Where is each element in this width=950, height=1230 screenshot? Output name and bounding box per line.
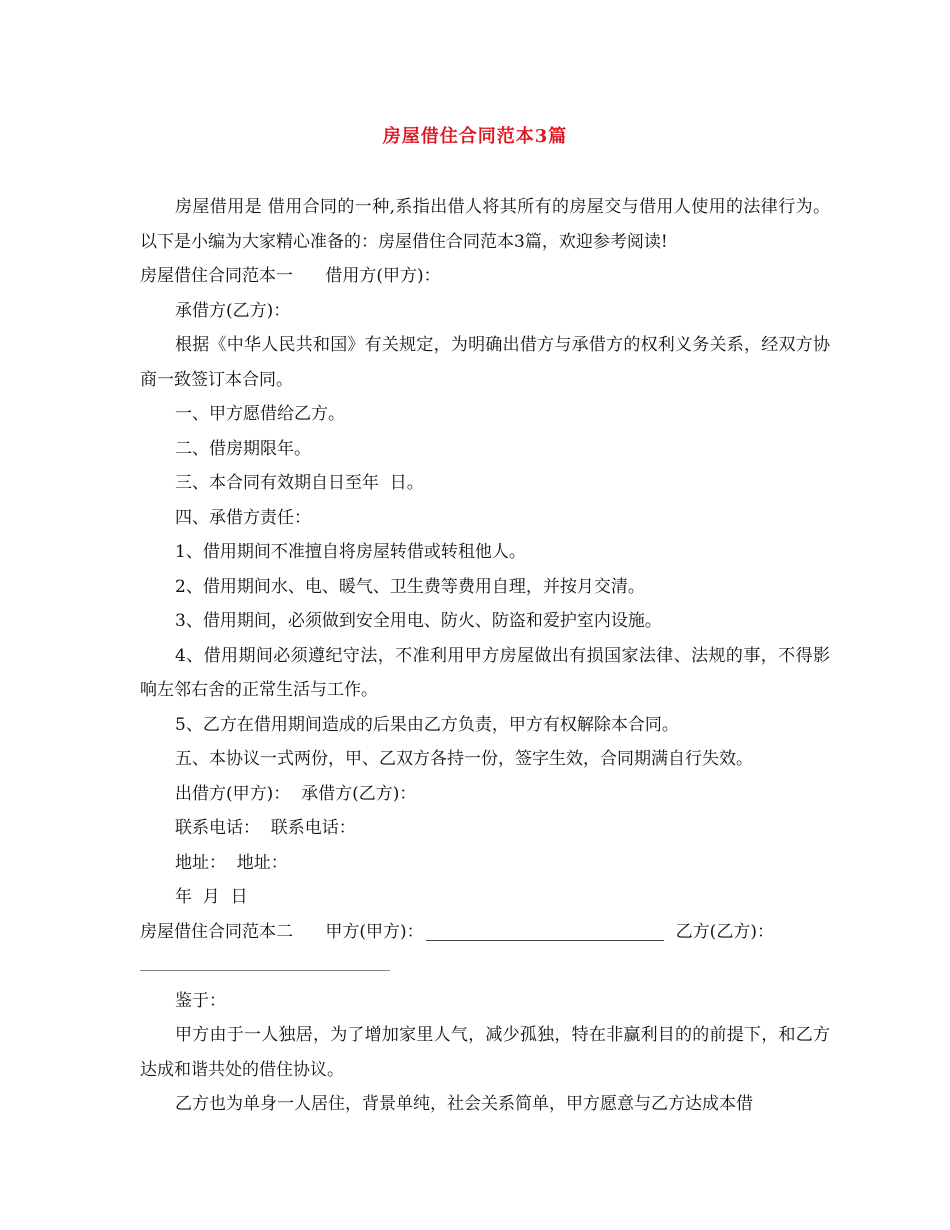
whereas-heading: 鉴于： xyxy=(175,990,226,1011)
clause-2: 二、借房期限年。 xyxy=(175,438,311,459)
clause-5: 五、本协议一式两份，甲、乙双方各持一份，签字生效，合同期满自行失效。 xyxy=(175,749,753,769)
party-b-label: 乙方(乙方)： xyxy=(675,921,774,942)
signature-parties: 出借方(甲方)： 承借方(乙方)： xyxy=(175,783,417,804)
document-title: 房屋借住合同范本3篇 xyxy=(382,126,568,147)
clause-1: 一、甲方愿借给乙方。 xyxy=(175,404,345,424)
duty-5: 5、乙方在借用期间造成的后果由乙方负责，甲方有权解除本合同。 xyxy=(175,714,679,735)
clause-4: 四、承借方责任： xyxy=(175,507,311,528)
whereas-party-b: 乙方也为单身一人居住，背景单纯，社会关系简单，甲方愿意与乙方达成本借 xyxy=(175,1094,753,1114)
sample1-heading: 房屋借住合同范本一 借用方(甲方)： xyxy=(140,266,441,286)
whereas-party-a: 甲方由于一人独居，为了增加家里人气，减少孤独，特在非赢利目的的前提下，和乙方达成和谐共处的借住协议。 xyxy=(140,1025,830,1080)
duty-3: 3、借用期间，必须做到安全用电、防火、防盗和爱护室内设施。 xyxy=(175,611,662,631)
basis-paragraph: 根据《中华人民共和国》有关规定，为明确出借方与承借方的权利义务关系，经双方协商一致签订本合同。 xyxy=(140,335,830,390)
sample2-label: 房屋借住合同范本二 甲方(甲方)： xyxy=(140,921,424,942)
duty-2: 2、借用期间水、电、暖气、卫生费等费用自理，并按月交清。 xyxy=(175,576,645,597)
intro-paragraph: 房屋借用是 借用合同的一种,系指出借人将其所有的房屋交与借用人使用的法律行为。以下是小编为大家精心准备的：房屋借住合同范本3篇，欢迎参考阅读! xyxy=(140,197,830,252)
party-b-blank xyxy=(140,960,390,971)
party-a-blank xyxy=(426,922,664,941)
sample2-heading xyxy=(140,915,830,950)
signature-phones: 联系电话： 联系电话： xyxy=(175,818,356,838)
signature-date: 年 月 日 xyxy=(175,887,248,907)
document-body xyxy=(140,190,830,1122)
duty-1: 1、借用期间不准擅自将房屋转借或转租他人。 xyxy=(175,542,526,562)
duty-4: 4、借用期间必须遵纪守法，不准利用甲方房屋做出有损国家法律、法规的事，不得影响左邻右舍的正常生活与工作。 xyxy=(140,645,830,700)
borrower-line: 承借方(乙方)： xyxy=(175,300,291,321)
clause-3: 三、本合同有效期自日至年 日。 xyxy=(175,473,424,493)
party-b-blank-line xyxy=(140,949,830,984)
signature-addresses: 地址： 地址： xyxy=(175,852,288,873)
